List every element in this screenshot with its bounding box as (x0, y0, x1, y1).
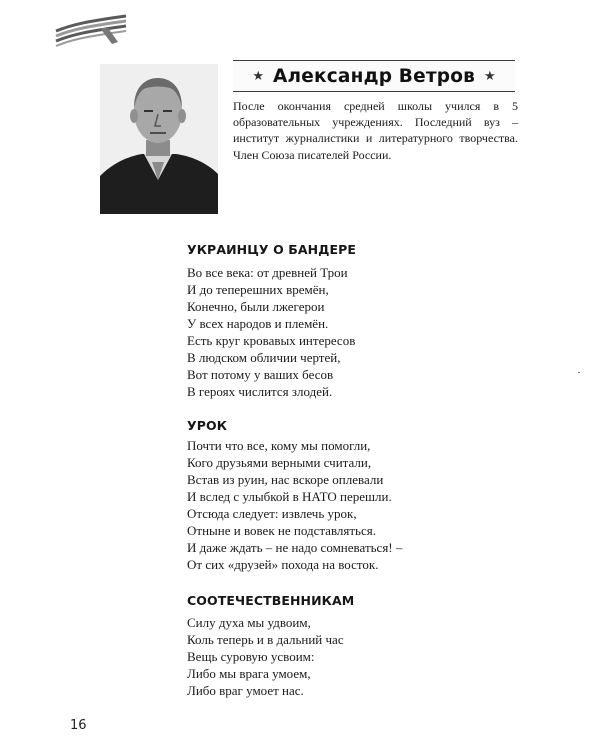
poem-line: Коль теперь и в дальний час (187, 632, 344, 647)
poem-line: Конечно, были лжегерои (187, 299, 325, 314)
star-icon: ★ (252, 68, 264, 84)
author-bio: После окончания средней школы учился в 5 образовательных учреждениях. Последний вуз – институт журналистики и литературного творчества. Член Союза писателей России. (233, 99, 518, 162)
poem-line: И вслед с улыбкой в НАТО перешли. (187, 489, 392, 504)
poem-body (187, 264, 517, 400)
poem-title: СООТЕЧЕСТВЕННИКАМ (187, 593, 355, 608)
poem-line: Отсюда следует: извлечь урок, (187, 506, 357, 521)
poem-line: Есть круг кровавых интересов (187, 333, 356, 348)
poem-line: Вот потому у ваших бесов (187, 367, 334, 382)
author-photo (100, 64, 218, 214)
poem-line: И до теперешних времён, (187, 282, 329, 297)
poem-line: Силу духа мы удвоим, (187, 615, 311, 630)
print-mark (578, 372, 580, 373)
poem-line: Либо мы врага умоем, (187, 666, 311, 681)
poem-line: Во все века: от древней Трои (187, 265, 348, 280)
author-name-banner (233, 60, 515, 92)
poem-title: УРОК (187, 418, 228, 433)
poem-body (187, 614, 517, 699)
poem-line: Кого друзьями верными считали, (187, 455, 372, 470)
page-number: 16 (70, 718, 87, 733)
author-name: Александр Ветров (272, 65, 476, 87)
poem-line: Почти что все, кому мы помогли, (187, 438, 371, 453)
poem-line: Отныне и вовек не подставляться. (187, 523, 376, 538)
poem-line: Встав из руин, нас вскоре оплевали (187, 472, 384, 487)
poem-line: И даже ждать – не надо сомневаться! – (187, 540, 403, 555)
poem-body (187, 437, 517, 573)
poem-line: В героях числится злодей. (187, 384, 333, 399)
ribbon-icon (52, 14, 130, 48)
poem-line: Вещь суровую усвоим: (187, 649, 315, 664)
star-icon: ★ (484, 68, 496, 84)
poem-line: В людском обличии чертей, (187, 350, 341, 365)
poem-line: От сих «друзей» похода на восток. (187, 557, 379, 572)
poem-title: УКРАИНЦУ О БАНДЕРЕ (187, 242, 357, 257)
poem-line: Либо враг умоет нас. (187, 683, 304, 698)
poem-line: У всех народов и племён. (187, 316, 329, 331)
